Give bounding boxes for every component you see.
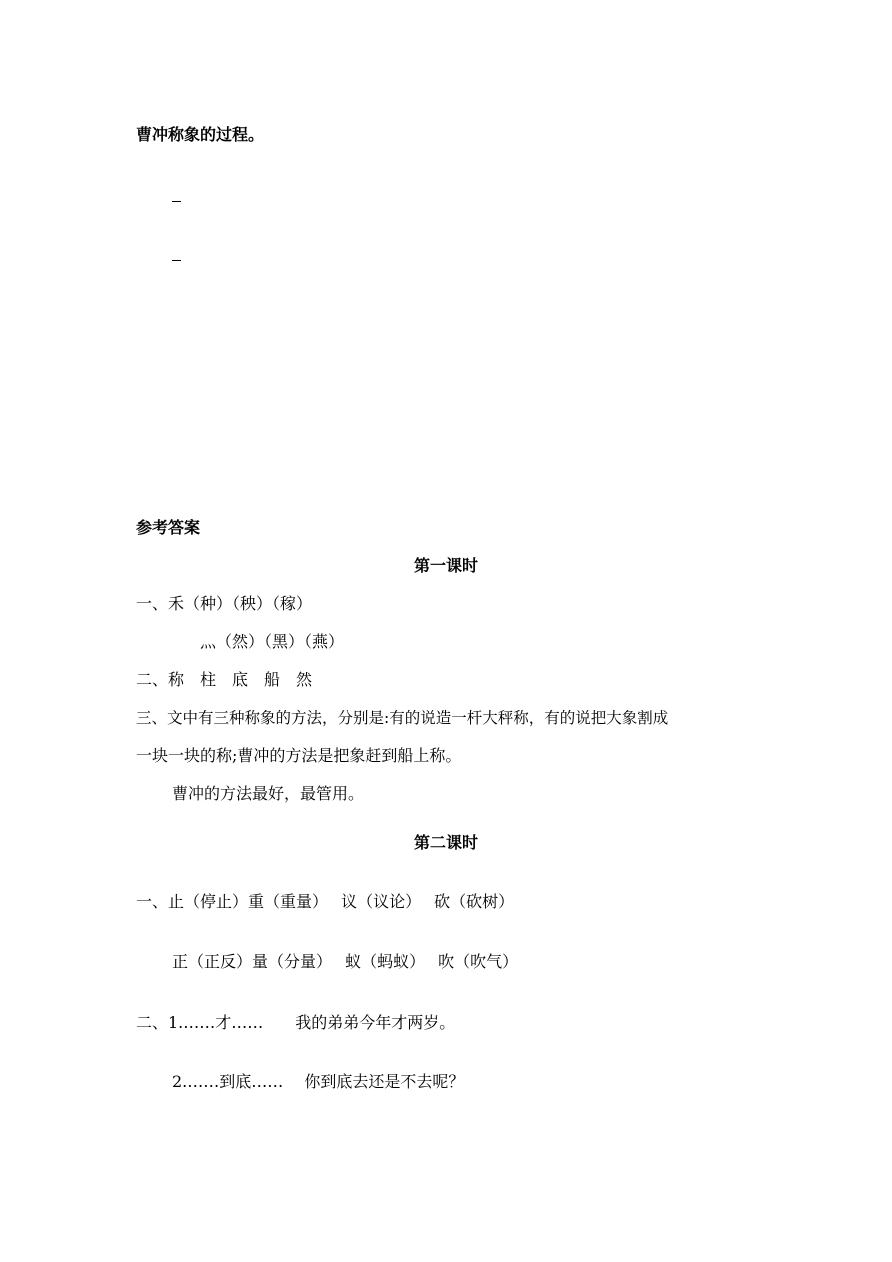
question-heading: 曹冲称象的过程。 (136, 125, 265, 144)
lesson2-line-1: 一、止（停止）重（重量） 议（议论） 砍（砍树） (136, 892, 515, 911)
answer-blank-line-2 (172, 260, 181, 261)
lesson1-line-3: 二、称 柱 底 船 然 (136, 670, 313, 689)
lesson1-title: 第一课时 (413, 556, 478, 575)
lesson1-line-6: 曹冲的方法最好，最管用。 (172, 784, 365, 803)
lesson2-line-2: 正（正反）量（分量） 蚁（蚂蚁） 吹（吹气） (172, 952, 519, 971)
answers-heading: 参考答案 (136, 518, 201, 537)
lesson2-line-4: 2.……到底…… 你到底去还是不去呢？ (172, 1072, 465, 1091)
lesson2-line-3: 二、1.……才…… 我的弟弟今年才两岁。 (136, 1013, 456, 1032)
lesson2-title: 第二课时 (413, 833, 478, 852)
answer-blank-line-1 (172, 201, 181, 202)
lesson1-line-1: 一、禾（种）（秧）（稼） (136, 594, 313, 613)
lesson1-line-5: 一块一块的称;曹冲的方法是把象赶到船上称。 (136, 746, 462, 765)
lesson1-line-2: 灬（然）（黑）（燕） (200, 632, 345, 651)
lesson1-line-4: 三、文中有三种称象的方法，分别是:有的说造一杆大秤称，有的说把大象割成 (136, 709, 669, 727)
